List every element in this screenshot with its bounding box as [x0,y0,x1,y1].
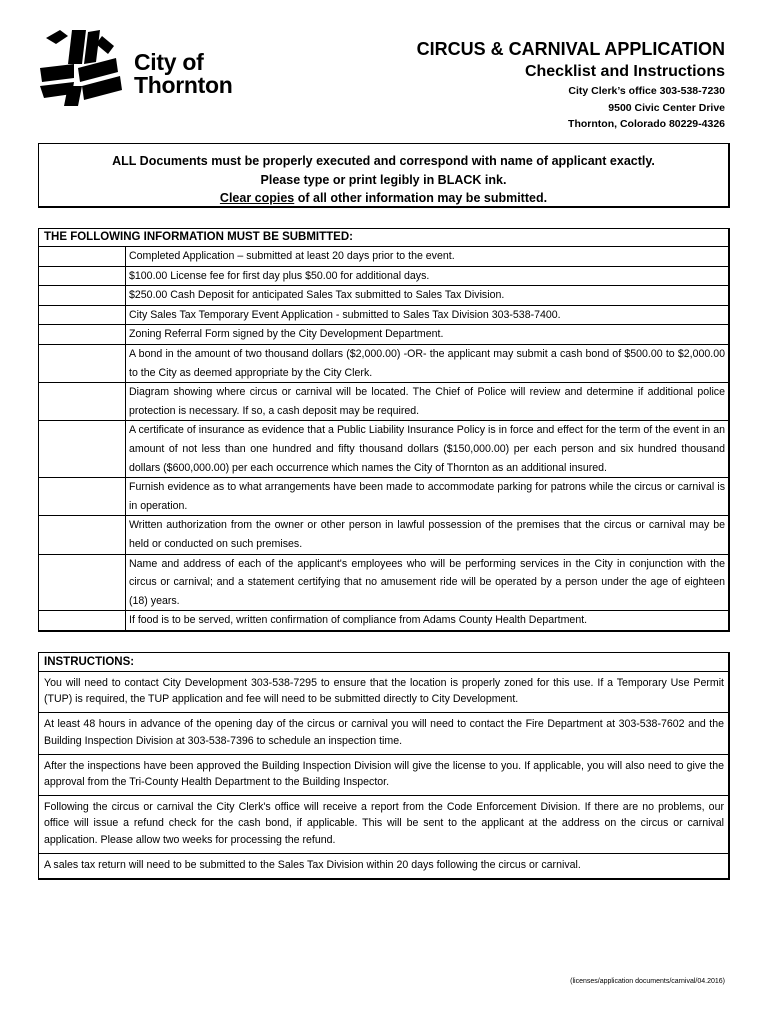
checklist-item-text: Furnish evidence as to what arrangements have been made to accommodate parking for patrons while the circus or carnival is in operation. [129,481,725,512]
instruction-paragraph: You will need to contact City Development 303-538-7295 to ensure that the location is properly zoned for this use. If a Temporary Use Permit (TUP) is required, the TUP application and fee will need to be submitted directly to City Development. [39,672,728,713]
checklist-item-text: Zoning Referral Form signed by the City Development Department. [129,328,444,341]
document-header [417,38,725,132]
clerk-office-phone: City Clerk’s office 303-538-7230 [568,85,725,97]
checklist-row [39,478,728,516]
checklist-checkbox-cell[interactable] [39,247,126,266]
instruction-paragraph: A sales tax return will need to be submitted to the Sales Tax Division within 20 days following the circus or carnival. [44,858,581,871]
checklist-checkbox-cell[interactable] [39,555,126,611]
document-subtitle: Checklist and Instructions [524,63,725,80]
city-logo [38,28,253,108]
notice-underlined-text: Clear copies [219,191,295,205]
checklist-checkbox-cell[interactable] [39,267,126,286]
notice-line-2: Please type or print legibly in BLACK ink. [260,172,507,187]
checklist-row [39,247,728,267]
logo-line-2: Thornton [134,72,233,98]
notice-line-3-rest: of all other information may be submitted. [294,191,548,205]
notice-line-3 [39,189,728,208]
city-address: Thornton, Colorado 80229-4326 [568,118,725,130]
checklist-row [39,516,728,554]
checklist-row [39,286,728,306]
instructions-section [38,652,730,880]
checklist-checkbox-cell[interactable] [39,611,126,630]
requirements-checklist [38,228,730,632]
checklist-item-text: Diagram showing where circus or carnival will be located. The Chief of Police will review and determine if additional police protection is necessary. If so, a cash deposit may be required. [129,386,725,417]
instruction-paragraph: At least 48 hours in advance of the opening day of the circus or carnival you will need to contact the Fire Department at 303-538-7602 and the Building Inspection Division at 303-538-7396 to schedule an inspection time. [39,713,728,754]
document-footer-reference: (licenses/application documents/carnival/04.2016) [570,978,725,985]
notice-box [38,143,730,208]
checklist-item-text: If food is to be served, written confirmation of compliance from Adams County Health Department. [129,614,588,627]
notice-line-1: ALL Documents must be properly executed and correspond with name of applicant exactly. [112,154,655,168]
checklist-item-text: Completed Application – submitted at least 20 days prior to the event. [129,250,455,262]
document-title: CIRCUS & CARNIVAL APPLICATION [416,39,725,59]
checklist-checkbox-cell[interactable] [39,286,126,305]
street-address: 9500 Civic Center Drive [608,101,725,114]
city-of-thornton-logo-icon [38,28,128,108]
checklist-row [39,611,728,630]
checklist-row [39,383,728,421]
checklist-checkbox-cell[interactable] [39,421,126,477]
checklist-checkbox-cell[interactable] [39,345,126,382]
requirements-header: THE FOLLOWING INFORMATION MUST BE SUBMITTED: [39,229,728,247]
checklist-checkbox-cell[interactable] [39,478,126,515]
logo-line-1: City of [134,49,204,75]
checklist-row [39,325,728,345]
checklist-item-text: Name and address of each of the applicant's employees who will be performing services in the City in conjunction with the circus or carnival; and a statement certifying that no amusement ride will be operated by a person under the age of eighteen (18) years. [129,557,725,607]
checklist-item-text: City Sales Tax Temporary Event Application - submitted to Sales Tax Division 303-538-7400. [129,308,561,321]
checklist-checkbox-cell[interactable] [39,383,126,420]
instruction-paragraph: Following the circus or carnival the City Clerk's office will receive a report from the Code Enforcement Division. If there are no problems, our office will issue a refund check for the cash bond, if applicable. This will be sent to the applicant at the address on the circus or carnival application. Please allow two weeks for processing the refund. [39,796,728,854]
checklist-row [39,555,728,612]
checklist-item-text: A bond in the amount of two thousand dollars ($2,000.00) -OR- the applicant may submit a cash bond of $500.00 to $2,000.00 to the City as deemed appropriate by the City Clerk. [129,347,725,379]
instructions-header: INSTRUCTIONS: [39,653,728,672]
checklist-item-text: A certificate of insurance as evidence that a Public Liability Insurance Policy is in force and effect for the term of the event in an amount of not less than one hundred and fifty thousand dollars ($150,000.00) per each person and six hundred thousand dollars ($600,000.00) per each occurrence which names the City of Thornton as an additional insured. [129,424,725,474]
checklist-row [39,345,728,383]
checklist-row [39,267,728,287]
checklist-checkbox-cell[interactable] [39,306,126,325]
instruction-paragraph: After the inspections have been approved the Building Inspection Division will give the license to you. If applicable, you will also need to give the approval from the Tri-County Health Department to the Building Inspector. [39,755,728,796]
checklist-checkbox-cell[interactable] [39,516,126,553]
checklist-checkbox-cell[interactable] [39,325,126,344]
checklist-item-text: Written authorization from the owner or other person in lawful possession of the premises that the circus or carnival may be held or conducted on such premises. [129,519,725,550]
checklist-row [39,421,728,478]
checklist-item-text: $250.00 Cash Deposit for anticipated Sales Tax submitted to Sales Tax Division. [129,289,505,302]
checklist-item-text: $100.00 License fee for first day plus $50.00 for additional days. [129,269,430,282]
checklist-row [39,306,728,326]
